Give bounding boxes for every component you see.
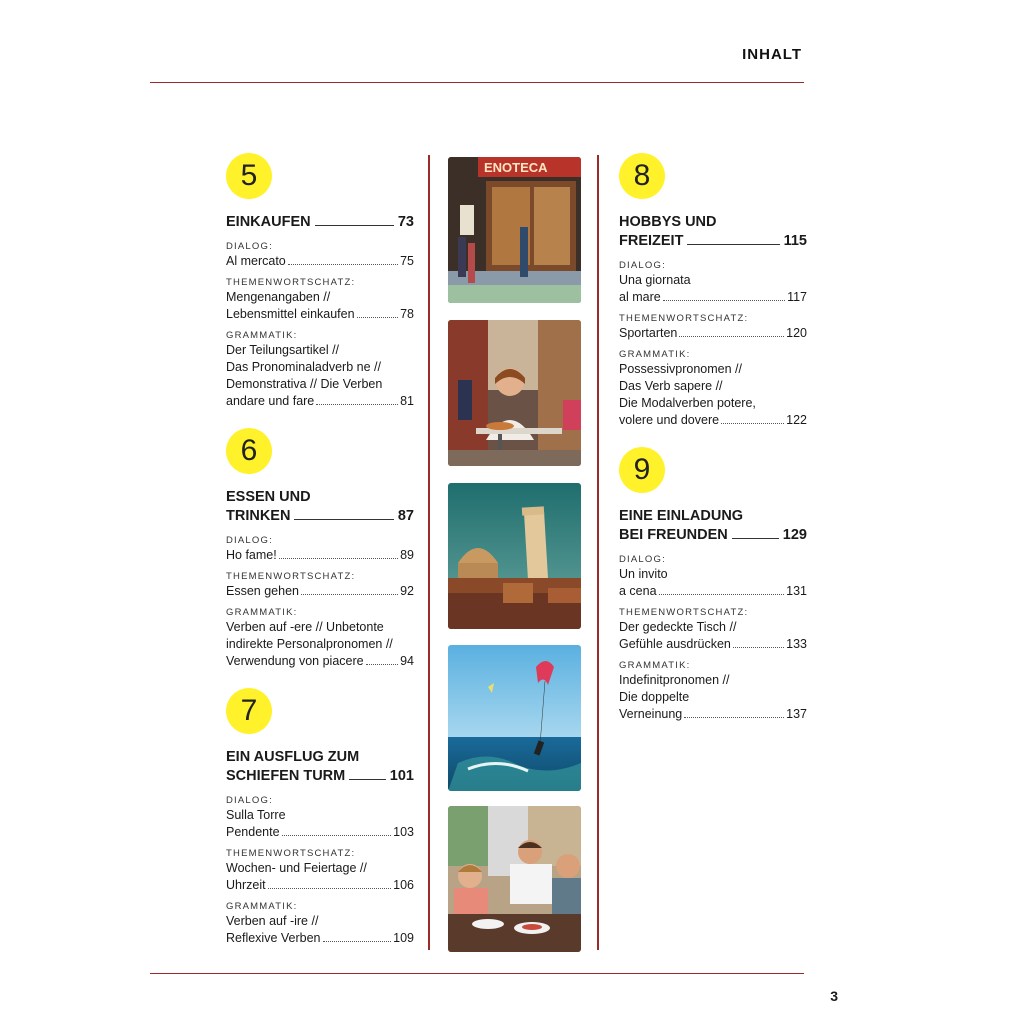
entry-label: DIALOG: xyxy=(619,260,666,271)
chapter-title-line: SCHIEFEN TURM xyxy=(226,768,346,784)
entry-page-number: 75 xyxy=(400,254,414,268)
toc-entry[interactable] xyxy=(226,534,414,564)
entry-label: GRAMMATIK: xyxy=(619,349,691,360)
entry-text-line: Verneinung xyxy=(619,707,683,721)
entry-text-line: Reflexive Verben xyxy=(226,931,321,945)
toc-entry[interactable] xyxy=(226,847,414,894)
entry-text-line: indirekte Personalpronomen // xyxy=(226,637,393,651)
toc-entry[interactable] xyxy=(226,794,414,841)
enoteca-sign-text: ENOTECA xyxy=(484,160,548,175)
entry-text-line: Uhrzeit xyxy=(226,878,266,892)
toc-entry[interactable] xyxy=(226,240,414,270)
entry-label: GRAMMATIK: xyxy=(226,901,298,912)
chapter-title[interactable] xyxy=(226,748,414,786)
kitesurfing-photo xyxy=(448,645,581,791)
entry-label: DIALOG: xyxy=(226,241,273,252)
entry-label: THEMENWORTSCHATZ: xyxy=(226,848,356,859)
chapter-title[interactable] xyxy=(226,488,414,526)
toc-entry[interactable] xyxy=(619,259,807,306)
chapter-number-badge: 8 xyxy=(619,153,665,199)
toc-column-right xyxy=(619,153,807,741)
entry-text-line: al mare xyxy=(619,290,661,304)
entry-page-number: 109 xyxy=(393,931,414,945)
entry-text-line: Der Teilungsartikel // xyxy=(226,343,340,357)
entry-text-line: Die Modalverben potere, xyxy=(619,396,756,410)
chapter-page-number: 129 xyxy=(782,527,807,543)
chapter-number-badge: 7 xyxy=(226,688,272,734)
entry-text-line: Una giornata xyxy=(619,273,691,287)
chapter-title-line: HOBBYS UND xyxy=(619,214,717,230)
entry-text-line: Possessivpronomen // xyxy=(619,362,742,376)
entry-label: DIALOG: xyxy=(619,554,666,565)
entry-text-line: Verben auf -ere // Unbetonte xyxy=(226,620,384,634)
entry-page-number: 81 xyxy=(400,394,414,408)
toc-chapter xyxy=(619,153,807,429)
entry-text-line: Un invito xyxy=(619,567,668,581)
friends-dinner-photo xyxy=(448,806,581,952)
chapter-title-line: EIN AUSFLUG ZUM xyxy=(226,749,360,765)
entry-text-line: Demonstrativa // Die Verben xyxy=(226,377,383,391)
entry-text-line: Lebensmittel einkaufen xyxy=(226,307,355,321)
toc-entry[interactable] xyxy=(619,312,807,342)
entry-label: DIALOG: xyxy=(226,795,273,806)
column-divider-left xyxy=(428,155,430,950)
footer-rule xyxy=(150,973,804,974)
entry-label: GRAMMATIK: xyxy=(619,660,691,671)
chapter-title-line: EINE EINLADUNG xyxy=(619,508,744,524)
entry-label: THEMENWORTSCHATZ: xyxy=(226,571,356,582)
chapter-page-number: 115 xyxy=(783,233,807,249)
chapter-title[interactable] xyxy=(226,213,414,232)
page-number: 3 xyxy=(830,988,838,1004)
chapter-title-line: ESSEN UND xyxy=(226,489,311,505)
toc-entry[interactable] xyxy=(226,276,414,323)
toc-entry[interactable] xyxy=(619,659,807,723)
entry-page-number: 117 xyxy=(787,290,807,304)
leaning-tower-photo xyxy=(448,483,581,629)
entry-text-line: Die doppelte xyxy=(619,690,690,704)
entry-label: DIALOG: xyxy=(226,535,273,546)
entry-text-line: Al mercato xyxy=(226,254,286,268)
entry-text-line: Das Pronominaladverb ne // xyxy=(226,360,381,374)
column-divider-right xyxy=(597,155,599,950)
toc-chapter xyxy=(226,153,414,410)
toc-chapter xyxy=(226,688,414,947)
entry-text-line: a cena xyxy=(619,584,657,598)
toc-entry[interactable] xyxy=(619,553,807,600)
entry-page-number: 92 xyxy=(400,584,414,598)
entry-text-line: Ho fame! xyxy=(226,548,277,562)
entry-text-line: volere und dovere xyxy=(619,413,720,427)
entry-page-number: 133 xyxy=(786,637,807,651)
entry-text-line: Verben auf -ire // xyxy=(226,914,319,928)
chapter-page-number: 87 xyxy=(397,508,414,524)
toc-entry[interactable] xyxy=(226,570,414,600)
entry-text-line: Pendente xyxy=(226,825,280,839)
entry-label: GRAMMATIK: xyxy=(226,330,298,341)
entry-text-line: Verwendung von piacere xyxy=(226,654,364,668)
chapter-number-badge: 5 xyxy=(226,153,272,199)
chapter-title-line: EINKAUFEN xyxy=(226,214,311,230)
entry-text-line: Wochen- und Feiertage // xyxy=(226,861,367,875)
entry-text-line: Essen gehen xyxy=(226,584,299,598)
entry-page-number: 89 xyxy=(400,548,414,562)
toc-column-left xyxy=(226,153,414,965)
chapter-title[interactable] xyxy=(619,507,807,545)
header-rule xyxy=(150,82,804,83)
toc-entry[interactable] xyxy=(226,900,414,947)
entry-page-number: 122 xyxy=(786,413,807,427)
chapter-title-line: FREIZEIT xyxy=(619,233,684,249)
chapter-title-line: BEI FREUNDEN xyxy=(619,527,728,543)
toc-entry[interactable] xyxy=(226,606,414,670)
chapter-page-number: 73 xyxy=(397,214,414,230)
chapter-number-badge: 6 xyxy=(226,428,272,474)
cafe-woman-photo xyxy=(448,320,581,466)
entry-label: THEMENWORTSCHATZ: xyxy=(619,607,749,618)
chapter-title-line: TRINKEN xyxy=(226,508,291,524)
entry-page-number: 94 xyxy=(400,654,414,668)
entry-page-number: 103 xyxy=(393,825,414,839)
entry-text-line: Gefühle ausdrücken xyxy=(619,637,731,651)
toc-entry[interactable] xyxy=(619,348,807,429)
entry-label: THEMENWORTSCHATZ: xyxy=(619,313,749,324)
entry-text-line: Der gedeckte Tisch // xyxy=(619,620,737,634)
entry-text-line: Mengenangaben // xyxy=(226,290,331,304)
entry-text-line: Indefinitpronomen // xyxy=(619,673,730,687)
entry-page-number: 131 xyxy=(786,584,807,598)
entry-page-number: 78 xyxy=(400,307,414,321)
chapter-number-badge: 9 xyxy=(619,447,665,493)
toc-entry[interactable] xyxy=(226,329,414,410)
chapter-title[interactable] xyxy=(619,213,807,251)
entry-label: THEMENWORTSCHATZ: xyxy=(226,277,356,288)
enoteca-shop-photo xyxy=(448,157,581,303)
toc-chapter xyxy=(619,447,807,723)
entry-page-number: 120 xyxy=(786,326,807,340)
entry-text-line: andare und fare xyxy=(226,394,315,408)
page-header-title: INHALT xyxy=(742,46,802,63)
entry-text-line: Das Verb sapere // xyxy=(619,379,723,393)
toc-entry[interactable] xyxy=(619,606,807,653)
entry-label: GRAMMATIK: xyxy=(226,607,298,618)
toc-chapter xyxy=(226,428,414,670)
entry-text-line: Sportarten xyxy=(619,326,678,340)
entry-text-line: Sulla Torre xyxy=(226,808,286,822)
chapter-page-number: 101 xyxy=(389,768,414,784)
entry-page-number: 106 xyxy=(393,878,414,892)
entry-page-number: 137 xyxy=(786,707,807,721)
